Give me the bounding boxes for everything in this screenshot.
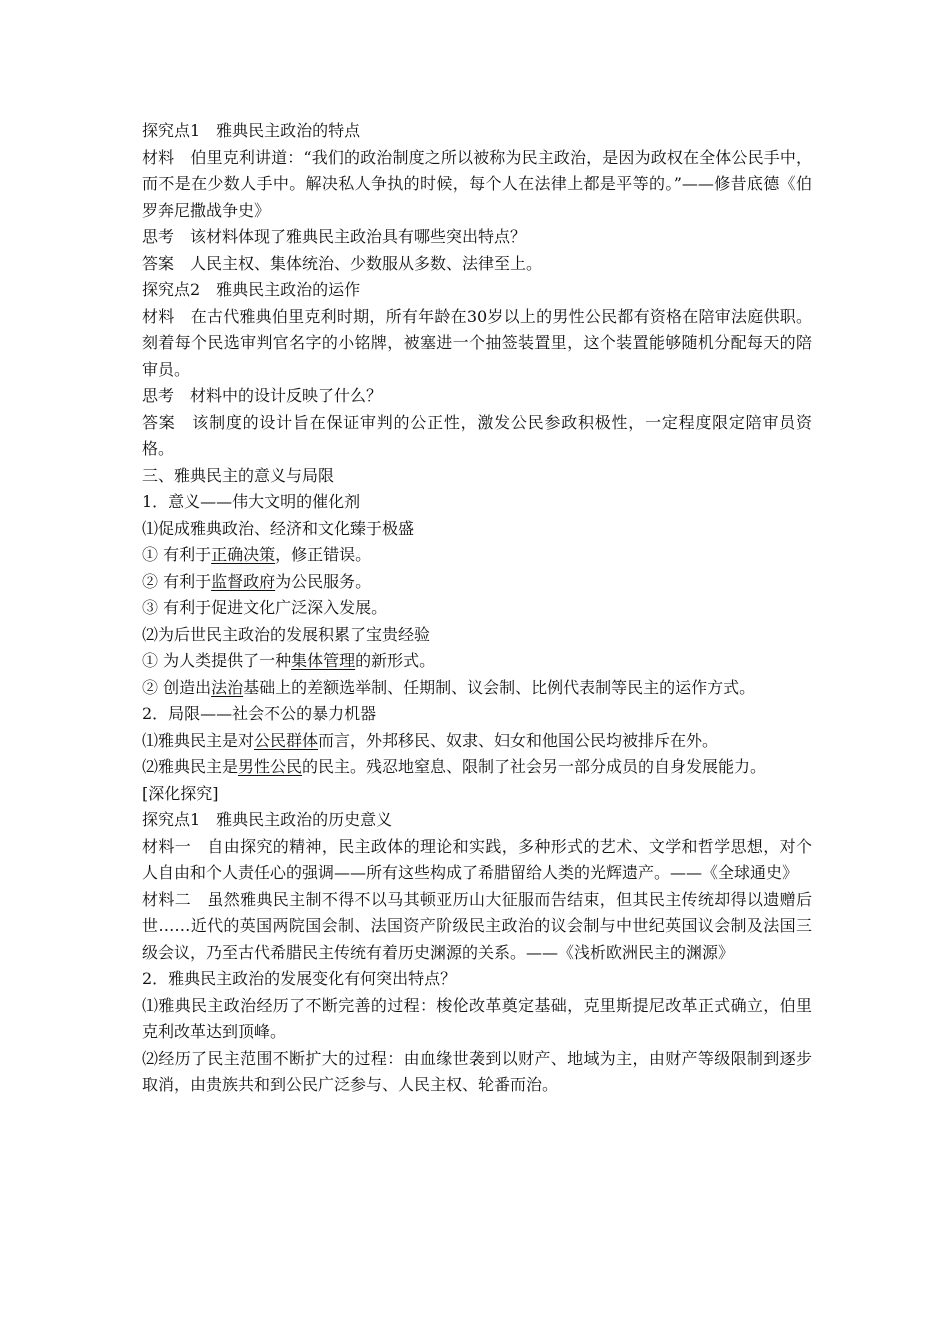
list-item: ③ 有利于促进文化广泛深入发展。 (142, 598, 388, 617)
section-heading: [深化探究] (142, 783, 219, 803)
list-item: ⑴促成雅典政治、经济和文化臻于极盛 (142, 518, 415, 538)
material-paragraph: 材料 伯里克利讲道：“我们的政治制度之所以被称为民主政治，是因为政权在全体公民手中，而不是在少数人手中。解决私人争执的时候，每个人在法律上都是平等的。”——修昔底德《伯罗奔尼撒战争史》 (142, 147, 812, 220)
underlined-term: 正确决策 (211, 545, 276, 564)
text-span: ② 有利于 (142, 571, 212, 591)
underlined-term: 公民群体 (254, 730, 319, 750)
text-span: 的新形式。 (355, 651, 436, 670)
list-item: ⑴雅典民主政治经历了不断完善的过程：梭伦改革奠定基础，克里斯提尼改革正式确立，伯里克利改革达到顶峰。 (142, 995, 812, 1041)
subheading: 1．意义——伟大文明的催化剂 (142, 492, 361, 511)
list-item (142, 675, 812, 702)
list-item (142, 542, 812, 569)
text-span: ⑵雅典民主是 (142, 757, 239, 776)
text-span: ① 有利于 (142, 545, 212, 564)
subheading: 2．局限——社会不公的暴力机器 (142, 704, 377, 723)
underlined-term: 法治 (211, 677, 244, 697)
list-item (142, 754, 812, 781)
section-heading: 三、雅典民主的意义与局限 (142, 465, 335, 485)
material-one-paragraph: 材料一 自由探究的精神，民主政体的理论和实践，多种形式的艺术、文学和哲学思想，对个人自由和个人责任心的强调——所有这些构成了希腊留给人类的光辉遗产。——《全球通史》 (142, 836, 812, 882)
text-span: ① 为人类提供了一种 (142, 651, 292, 670)
list-item (142, 569, 812, 596)
heading-explore-point-1b: 探究点1 雅典民主政治的历史意义 (142, 810, 393, 829)
text-span: 为公民服务。 (275, 571, 372, 591)
material-paragraph: 材料 在古代雅典伯里克利时期，所有年龄在30岁以上的男性公民都有资格在陪审法庭供职。刻着每个民选审判官名字的小铭牌，被塞进一个抽签装置里，这个装置能够随机分配每天的陪审员。 (142, 306, 812, 379)
underlined-term: 集体管理 (291, 651, 356, 670)
text-span: 基础上的差额选举制、任期制、议会制、比例代表制等民主的运作方式。 (243, 677, 756, 697)
document-page (142, 118, 812, 1099)
heading-explore-point-2: 探究点2 雅典民主政治的运作 (142, 280, 361, 299)
subheading: 2．雅典民主政治的发展变化有何突出特点？ (142, 969, 457, 988)
underlined-term: 男性公民 (238, 757, 303, 776)
material-two-paragraph: 材料二 虽然雅典民主制不得不以马其顿亚历山大征服而告结束，但其民主传统却得以遗赠后世……近代的英国两院国会制、法国资产阶级民主政治的议会制与中世纪英国议会制及法国三级会议，乃至古代希腊民主传统有着历史渊源的关系。——《浅析欧洲民主的渊源》 (142, 889, 812, 962)
text-span: ⑴雅典民主是对 (142, 730, 255, 750)
text-span: ② 创造出 (142, 677, 212, 697)
answer-paragraph: 答案 人民主权、集体统治、少数服从多数、法律至上。 (142, 253, 543, 273)
list-item: ⑵经历了民主范围不断扩大的过程：由血缘世袭到以财产、地域为主，由财产等级限制到逐步取消，由贵族共和到公民广泛参与、人民主权、轮番而治。 (142, 1048, 812, 1094)
question-paragraph: 思考 该材料体现了雅典民主政治具有哪些突出特点？ (142, 227, 527, 246)
text-span: 而言，外邦移民、奴隶、妇女和他国公民均被排斥在外。 (318, 730, 719, 750)
list-item (142, 648, 812, 675)
heading-explore-point-1: 探究点1 雅典民主政治的特点 (142, 121, 361, 140)
question-paragraph: 思考 材料中的设计反映了什么？ (142, 386, 383, 405)
list-item: ⑵为后世民主政治的发展积累了宝贵经验 (142, 624, 431, 644)
text-span: ，修正错误。 (275, 545, 372, 564)
underlined-term: 监督政府 (211, 571, 276, 591)
text-span: 的民主。残忍地窒息、限制了社会另一部分成员的自身发展能力。 (302, 757, 767, 776)
list-item (142, 728, 812, 755)
answer-paragraph: 答案 该制度的设计旨在保证审判的公正性，激发公民参政积极性，一定程度限定陪审员资格。 (142, 412, 812, 458)
